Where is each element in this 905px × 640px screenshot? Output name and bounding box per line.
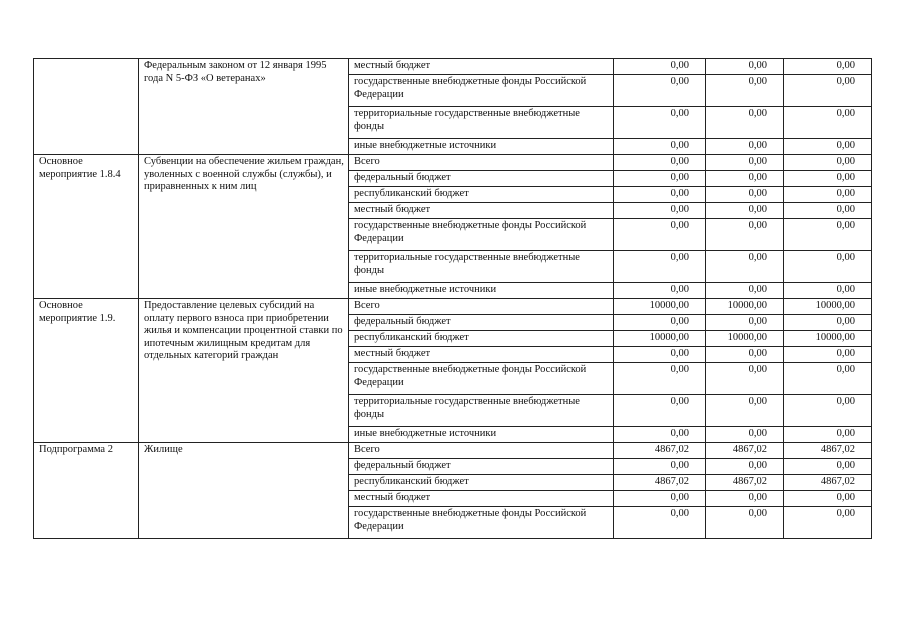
value-year2-cell: 0,00 (706, 507, 784, 539)
value-year2-cell: 0,00 (706, 203, 784, 219)
value-year1-cell: 0,00 (614, 203, 706, 219)
value-year3-cell: 10000,00 (784, 331, 872, 347)
value-year3-cell: 0,00 (784, 315, 872, 331)
funding-source-cell: государственные внебюджетные фонды Российской Федерации (349, 507, 614, 539)
value-year2-cell: 0,00 (706, 139, 784, 155)
table-row (34, 59, 872, 75)
funding-source-cell: территориальные государственные внебюджетные фонды (349, 107, 614, 139)
funding-source-cell: федеральный бюджет (349, 459, 614, 475)
value-year1-cell: 0,00 (614, 187, 706, 203)
value-year2-cell: 10000,00 (706, 331, 784, 347)
value-year3-cell: 0,00 (784, 139, 872, 155)
value-year2-cell: 0,00 (706, 427, 784, 443)
program-name-cell: Жилище (139, 443, 349, 539)
value-year2-cell: 0,00 (706, 347, 784, 363)
value-year1-cell: 0,00 (614, 139, 706, 155)
value-year3-cell: 0,00 (784, 347, 872, 363)
value-year1-cell: 0,00 (614, 459, 706, 475)
value-year2-cell: 0,00 (706, 75, 784, 107)
funding-source-cell: местный бюджет (349, 347, 614, 363)
funding-source-cell: местный бюджет (349, 491, 614, 507)
value-year3-cell: 0,00 (784, 171, 872, 187)
funding-source-cell: республиканский бюджет (349, 331, 614, 347)
value-year3-cell: 0,00 (784, 155, 872, 171)
program-code-cell: Подпрограмма 2 (34, 443, 139, 539)
value-year3-cell: 4867,02 (784, 475, 872, 491)
value-year3-cell: 0,00 (784, 59, 872, 75)
value-year1-cell: 0,00 (614, 347, 706, 363)
value-year1-cell: 0,00 (614, 491, 706, 507)
program-code-cell (34, 59, 139, 155)
funding-source-cell: Всего (349, 443, 614, 459)
value-year3-cell: 0,00 (784, 251, 872, 283)
value-year2-cell: 0,00 (706, 363, 784, 395)
value-year2-cell: 4867,02 (706, 475, 784, 491)
value-year1-cell: 0,00 (614, 363, 706, 395)
value-year2-cell: 0,00 (706, 219, 784, 251)
program-name-cell: Федеральным законом от 12 января 1995 года N 5-ФЗ «О ветеранах» (139, 59, 349, 155)
program-code-cell: Основное мероприятие 1.9. (34, 299, 139, 443)
value-year1-cell: 0,00 (614, 107, 706, 139)
value-year3-cell: 4867,02 (784, 443, 872, 459)
funding-source-cell: местный бюджет (349, 59, 614, 75)
value-year2-cell: 0,00 (706, 59, 784, 75)
value-year1-cell: 0,00 (614, 507, 706, 539)
value-year3-cell: 0,00 (784, 459, 872, 475)
funding-source-cell: федеральный бюджет (349, 171, 614, 187)
value-year2-cell: 0,00 (706, 459, 784, 475)
value-year1-cell: 0,00 (614, 155, 706, 171)
funding-source-cell: иные внебюджетные источники (349, 427, 614, 443)
value-year1-cell: 4867,02 (614, 475, 706, 491)
value-year2-cell: 0,00 (706, 395, 784, 427)
funding-source-cell: Всего (349, 299, 614, 315)
value-year3-cell: 0,00 (784, 203, 872, 219)
program-code-cell: Основное мероприятие 1.8.4 (34, 155, 139, 299)
value-year3-cell: 0,00 (784, 507, 872, 539)
value-year2-cell: 4867,02 (706, 443, 784, 459)
value-year1-cell: 0,00 (614, 283, 706, 299)
value-year2-cell: 0,00 (706, 171, 784, 187)
funding-source-cell: республиканский бюджет (349, 187, 614, 203)
value-year3-cell: 0,00 (784, 219, 872, 251)
funding-source-cell: иные внебюджетные источники (349, 139, 614, 155)
value-year3-cell: 0,00 (784, 75, 872, 107)
funding-source-cell: республиканский бюджет (349, 475, 614, 491)
value-year1-cell: 10000,00 (614, 331, 706, 347)
table-row (34, 155, 872, 171)
funding-source-cell: территориальные государственные внебюджетные фонды (349, 251, 614, 283)
value-year1-cell: 0,00 (614, 219, 706, 251)
funding-source-cell: Всего (349, 155, 614, 171)
value-year1-cell: 0,00 (614, 59, 706, 75)
funding-source-cell: государственные внебюджетные фонды Российской Федерации (349, 75, 614, 107)
value-year3-cell: 0,00 (784, 427, 872, 443)
value-year2-cell: 0,00 (706, 155, 784, 171)
value-year1-cell: 0,00 (614, 171, 706, 187)
value-year1-cell: 0,00 (614, 395, 706, 427)
funding-source-cell: территориальные государственные внебюджетные фонды (349, 395, 614, 427)
program-name-cell: Предоставление целевых субсидий на оплату первого взноса при приобретении жилья и компенсации процентной ставки по ипотечным жилищным кредитам для отдельных категорий граждан (139, 299, 349, 443)
value-year3-cell: 10000,00 (784, 299, 872, 315)
value-year2-cell: 0,00 (706, 315, 784, 331)
value-year2-cell: 0,00 (706, 283, 784, 299)
funding-source-cell: иные внебюджетные источники (349, 283, 614, 299)
value-year1-cell: 4867,02 (614, 443, 706, 459)
funding-source-cell: местный бюджет (349, 203, 614, 219)
table-row (34, 443, 872, 459)
value-year3-cell: 0,00 (784, 107, 872, 139)
funding-source-cell: государственные внебюджетные фонды Российской Федерации (349, 219, 614, 251)
value-year2-cell: 0,00 (706, 251, 784, 283)
value-year2-cell: 0,00 (706, 187, 784, 203)
value-year1-cell: 0,00 (614, 251, 706, 283)
budget-table (33, 58, 872, 539)
funding-source-cell: федеральный бюджет (349, 315, 614, 331)
value-year3-cell: 0,00 (784, 491, 872, 507)
value-year1-cell: 0,00 (614, 315, 706, 331)
value-year3-cell: 0,00 (784, 187, 872, 203)
value-year3-cell: 0,00 (784, 395, 872, 427)
value-year1-cell: 10000,00 (614, 299, 706, 315)
program-name-cell: Субвенции на обеспечение жильем граждан, уволенных с военной службы (службы), и приравненных к ним лиц (139, 155, 349, 299)
value-year3-cell: 0,00 (784, 283, 872, 299)
table-row (34, 299, 872, 315)
value-year3-cell: 0,00 (784, 363, 872, 395)
value-year1-cell: 0,00 (614, 427, 706, 443)
value-year2-cell: 0,00 (706, 107, 784, 139)
value-year2-cell: 10000,00 (706, 299, 784, 315)
funding-source-cell: государственные внебюджетные фонды Российской Федерации (349, 363, 614, 395)
value-year1-cell: 0,00 (614, 75, 706, 107)
value-year2-cell: 0,00 (706, 491, 784, 507)
